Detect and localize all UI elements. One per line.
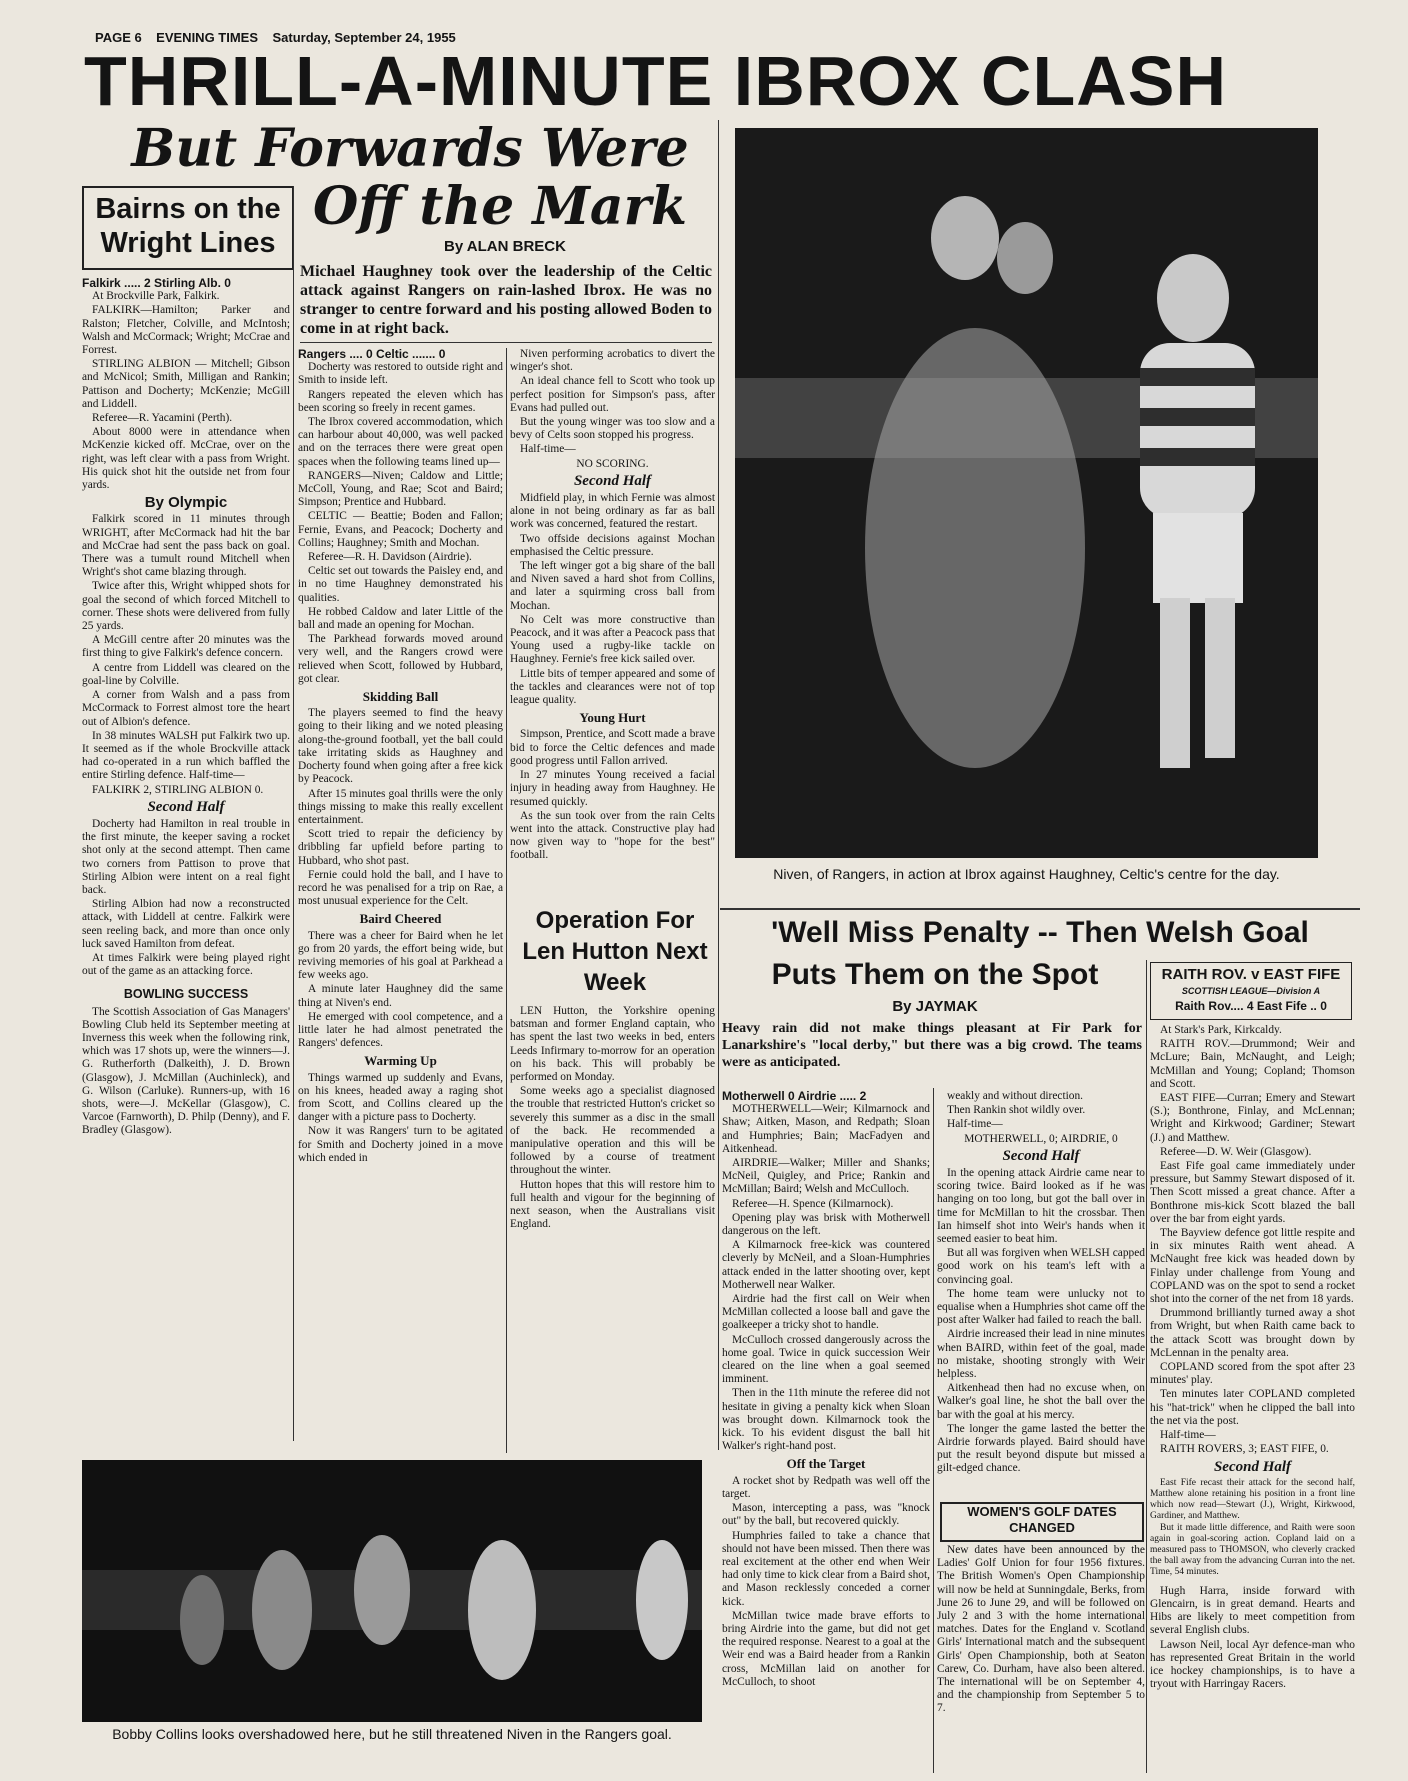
page-number: PAGE 6 (95, 30, 142, 45)
welsh-column-1 (722, 1090, 930, 1770)
bairns-para: A centre from Liddell was cleared on the goal-line by Colville. (82, 661, 290, 687)
welsh-para: A rocket shot by Redpath was well off the target. (722, 1474, 930, 1500)
welsh-para: The home team were unlucky not to equalise when a Humphries shot came off the post after Walker had failed to reach the ball. (937, 1287, 1145, 1327)
bowling-head: BOWLING SUCCESS (123, 987, 249, 1002)
main-column-1 (298, 348, 503, 1168)
golf-column (937, 1544, 1145, 1774)
divider (720, 908, 1360, 910)
welsh-para: AIRDRIE—Walker; Miller and Shanks; McNeil, Quigley, and Price; Rankin and McMillan; Baird; Welsh and McCulloch. (722, 1157, 930, 1196)
hutton-para: LEN Hutton, the Yorkshire opening batsman and former England captain, who has spent the last two weeks in bed, enters Leeds Infirmary to-morrow for an operation on his back. This will probably be performed on Monday. (510, 1005, 715, 1084)
welsh-para: McCulloch crossed dangerously across the home goal. Twice in quick succession Weir cleared on the line when a goal seemed imminent. (722, 1333, 930, 1386)
raith-second-half-head: Second Half (1213, 1458, 1292, 1475)
main-headline: THRILL-A-MINUTE IBROX CLASH (84, 46, 1228, 118)
main-column-2 (510, 348, 715, 896)
raith-para: Hugh Harra, inside forward with Glencairn, is in great demand. Hearts and Hibs are likely to meet competition from several English clubs. (1150, 1584, 1355, 1637)
warming-head: Warming Up (364, 1053, 437, 1069)
raith-para: At Stark's Park, Kirkcaldy. (1160, 1024, 1282, 1036)
main-para: The left winger got a big share of the ball and Niven saved a hard shot from Collins, and later a squirming cross ball from Mochan. (510, 560, 715, 612)
main-para: Two offside decisions against Mochan emphasised the Celtic pressure. (510, 532, 715, 558)
raith-para: COPLAND scored from the spot after 23 minutes' play. (1150, 1361, 1355, 1387)
golf-text: New dates have been announced by the Ladies' Golf Union for four 1956 fixtures. The British Women's Open Championship will now be held at Sunningdale, Berks, from June 26 to June 29, and will be followed on July 2 and 3 with the home international matches. Dates for the England v. Scotland Girls' International match and the subsequent Girls' Open Championship, both at Seaton Carew, Co. Durham, have also been altered. The international will be on September 4, and the championship from September 5 to 7. (937, 1544, 1145, 1715)
raith-column (1150, 1024, 1355, 1774)
main-para: Niven performing acrobatics to divert the winger's shot. (510, 348, 715, 374)
bairns-column (82, 277, 290, 1452)
raith-headline-box (1150, 962, 1352, 1020)
subheadline-line-1: But Forwards Were (131, 120, 689, 179)
golf-headline-box (940, 1502, 1144, 1542)
bairns-score: Falkirk ..... 2 Stirling Alb. 0 (82, 277, 231, 290)
photo-collins (82, 1460, 702, 1722)
bairns-para: In 38 minutes WALSH put Falkirk two up. It seemed as if the whole Brockville attack had co-operated in a run which baffled the entire Stirling defence. Half-time— (82, 729, 290, 782)
main-para: CELTIC — Beattie; Boden and Fallon; Fernie, Evans, and Peacock; Docherty and Collins; Haughney; Smith and Mochan. (298, 510, 503, 549)
main-para: Things warmed up suddenly and Evans, on his knees, headed away a raging shot from Scott, and Collins cleared up the danger with a picture pass to Docherty. (298, 1071, 503, 1124)
welsh-para: But all was forgiven when WELSH capped good work on his team's left with a convincing goal. (937, 1247, 1145, 1286)
main-score: Rangers .... 0 Celtic ....... 0 (298, 348, 446, 361)
welsh-headline-2: Puts Them on the Spot (771, 958, 1099, 991)
welsh-para: Then in the 11th minute the referee did not hesitate in giving a penalty kick when Sloan was brought down. Kilmarnock took the kick. To his evident disgust the ball hit Walker's right-hand post. (722, 1387, 930, 1453)
main-para: No Celt was more constructive than Peacock, and it was after a Peacock pass that Young used a rugby-like tackle on Haughney. Fernie's free kick sailed over. (510, 613, 715, 666)
bairns-headline-2: Wright Lines (100, 227, 276, 259)
main-para: He emerged with cool competence, and a little later he had almost penetrated the Rangers' defences. (298, 1010, 503, 1050)
column-rule (293, 186, 294, 1441)
bairns-para: A McGill centre after 20 minutes was the first thing to give Falkirk's defence concern. (82, 634, 290, 660)
welsh-para: MOTHERWELL, 0; AIRDRIE, 0 (964, 1132, 1118, 1145)
main-para: Midfield play, in which Fernie was almost alone in not being ordinary as far as ball work was concerned, featured the restart. (510, 492, 715, 531)
bairns-para: Stirling Albion had now a reconstructed attack, with Liddell at centre. Falkirk were seen reeling back, and more than once only luck saved Hamilton from defeat. (82, 898, 290, 950)
masthead (95, 30, 515, 45)
main-para: NO SCORING. (576, 457, 649, 470)
photo-bottom-caption: Bobby Collins looks overshadowed here, but he still threatened Niven in the Rangers goal. (112, 1726, 672, 1742)
main-para: The Parkhead forwards moved around very well, and the Rangers crowd were relieved when Scott, followed by Hubbard, got clear. (298, 633, 503, 685)
bairns-para: Falkirk scored in 11 minutes through WRIGHT, after McCormack had hit the bar and McCrae had sent the pass back on goal. There was a tumult round Mitchell when Wright's shot came blazing through. (82, 513, 290, 579)
main-para: Fernie could hold the ball, and I have to record he was penalised for a trip on Rae, a most unusual experience for the Celt. (298, 868, 503, 908)
raith-head: RAITH ROV. v EAST FIFE (1161, 966, 1341, 983)
welsh-para: Airdrie increased their lead in nine minutes when BAIRD, within feet of the goal, made no mistake, shooting strongly with Weir helpless. (937, 1328, 1145, 1381)
hutton-para: Hutton hopes that this will restore him to full health and vigour for the beginning of next season, when the Australians visit England. (510, 1178, 715, 1231)
main-para: As the sun took over from the rain Celts went into the attack. Constructive play had now given way to "hope for the best" football. (510, 809, 715, 862)
bairns-para: At times Falkirk were being played right out of the game as an attacking force. (82, 951, 290, 978)
main-para: The Ibrox covered accommodation, which can harbour about 40,000, was well packed and on the terraces there were great open spaces when the following teams lined up— (298, 416, 503, 468)
main-para: The players seemed to find the heavy going to their liking and we noted pleasing along-the-ground football, yet the ball could take irritating skids as Haughney and Docherty found when going after a free kick by Peacock. (298, 707, 503, 786)
main-intro: Michael Haughney took over the leadership of the Celtic attack against Rangers on rain-lashed Ibrox. He was no stranger to centre forward and his posting allowed Boden to come in at right back. (300, 263, 712, 337)
welsh-para: Referee—H. Spence (Kilmarnock). (732, 1197, 894, 1210)
raith-para: East Fife goal came immediately under pressure, but Sammy Stewart disposed of it. Then Scott missed a great chance. After a Bonthrone mis-kick Scott blazed the ball over the bar from eight yards. (1150, 1160, 1355, 1225)
raith-para: Lawson Neil, local Ayr defence-man who has represented Great Britain in the world ice hockey championships, is to have a tryout with Harringay Racers. (1150, 1638, 1355, 1691)
bairns-para: Twice after this, Wright whipped shots for goal the second of which forced Mitchell to corner. These shots were delivered from fully 25 yards. (82, 580, 290, 633)
raith-para: Drummond brilliantly turned away a shot from Wright, but when Raith came back to the attack Scott was brought down by McLennan in the penalty area. (1150, 1307, 1355, 1359)
welsh-para: weakly and without direction. (947, 1090, 1084, 1102)
raith-para: Half-time— (1160, 1429, 1216, 1442)
bairns-para: Referee—R. Yacamini (Perth). (92, 412, 233, 425)
bairns-second-half-head: Second Half (147, 798, 225, 815)
main-para: There was a cheer for Baird when he let go from 20 yards, the effort being wide, but reviving memories of his goal at Parkhead a few weeks ago. (298, 929, 503, 982)
bairns-para: About 8000 were in attendance when McKenzie kicked off. McCrae, over on the right, was left clear with a pass from Wright. His quick shot hit the outside net from four yards. (82, 426, 290, 492)
bairns-para: A corner from Walsh and a pass from McCormack to Forrest almost tore the heart out of Albion's defence. (82, 689, 290, 728)
photo-niven-haughney (735, 128, 1318, 858)
welsh-para: A Kilmarnock free-kick was countered cleverly by McNeil, and a Sloan-Humphries attack ended in the latter shooting over, kept Motherwell near Walker. (722, 1239, 930, 1291)
welsh-para: Mason, intercepting a pass, was "knock out" by the ball, but recovered quickly. (722, 1502, 930, 1528)
raith-para: EAST FIFE—Curran; Emery and Stewart (S.); Bonthrone, Finlay, and McLennan; Wright and Kirkwood; Gardiner; Stewart (J.) and Matthew. (1150, 1092, 1355, 1144)
main-para: Now it was Rangers' turn to be agitated for Smith and Docherty joined in a move which ended in (298, 1125, 503, 1164)
photo-top-caption: Niven, of Rangers, in action at Ibrox against Haughney, Celtic's centre for the day. (773, 866, 1280, 882)
welsh-byline: By JAYMAK (892, 998, 978, 1015)
raith-score: Raith Rov.... 4 East Fife .. 0 (1175, 999, 1327, 1013)
target-head: Off the Target (786, 1456, 866, 1472)
welsh-para: Half-time— (947, 1118, 1003, 1131)
raith-para: RAITH ROVERS, 3; EAST FIFE, 0. (1160, 1443, 1329, 1456)
main-para: Docherty was restored to outside right and Smith to inside left. (298, 361, 503, 387)
welsh-second-half-head: Second Half (1002, 1147, 1080, 1164)
subheadline-line-2: Off the Mark (312, 178, 688, 237)
raith-para: RAITH ROV.—Drummond; Weir and McLure; Bain, McNaught, and Leigh; McMillan and Young; Copland; Thomson and Scott. (1150, 1038, 1355, 1090)
raith-para: East Fife recast their attack for the second half, Matthew alone retaining his position in a front line which now read—Stewart (J.), Wright, Kirkwood, Gardiner, and Matthew. (1150, 1477, 1355, 1521)
welsh-para: Airdrie had the first call on Weir when McMillan collected a loose ball and gave the goalkeeper a tricky shot to handle. (722, 1293, 930, 1332)
issue-date: Saturday, September 24, 1955 (272, 30, 456, 45)
paper-name: EVENING TIMES (156, 30, 259, 45)
bowling-text: The Scottish Association of Gas Managers' Bowling Club held its September meeting at Inverness this week when the following rink, which was 17 shots up, were the winners—J. G. Rutherforth (Dalkeith), J. D. Brown (Glasgow), J. McMillan (Auchinleck), and G. Wilson (Carluke). Runners-up, with 16 shots, were—J. McKellar (Glasgow), C. Varcoe (Farnworth), D. Philp (Denny), and F. Bradley (Glasgow). (82, 1005, 290, 1137)
young-head: Young Hurt (579, 710, 646, 726)
column-rule (718, 120, 719, 1450)
bairns-headline-box (82, 186, 294, 270)
raith-para: The Bayview defence got little respite and in six minutes Raith went ahead. A McNaught free kick was headed down by Finlay under challenge from Young and COPLAND was on the spot to send a rocket shot into the corner of the net from 18 yards. (1150, 1227, 1355, 1306)
welsh-intro: Heavy rain did not make things pleasant at Fir Park for Lanarkshire's "local derby," but there was a big crowd. The teams were as anticipated. (722, 1021, 1142, 1070)
hutton-para: Some weeks ago a specialist diagnosed the trouble that restricted Hutton's cricket so severely this summer as a disc in the small of the back. He recommended a manipulative operation and this will be followed by a course of treatment throughout the winter. (510, 1085, 715, 1177)
main-para: Celtic set out towards the Paisley end, and in no time Haughney demonstrated his qualities. (298, 565, 503, 604)
raith-para: Ten minutes later COPLAND completed his "hat-trick" when he clipped the ball into the net via the post. (1150, 1388, 1355, 1427)
main-para: Scott tried to repair the deficiency by dribbling far upfield before parting to Hubbard, who shot past. (298, 828, 503, 867)
welsh-column-2 (937, 1090, 1145, 1490)
bairns-byline: By Olympic (144, 494, 228, 512)
main-para: Simpson, Prentice, and Scott made a brave bid to force the Celtic defences and made good progress until Fallon arrived. (510, 728, 715, 767)
welsh-para: Aitkenhead then had no excuse when, on Walker's goal line, he shot the ball over the bar with the goal at his mercy. (937, 1382, 1145, 1421)
bairns-para: FALKIRK—Hamilton; Parker and Ralston; Fletcher, Colville, and McIntosh; Walsh and McCormack; Wright; McCrae and Forrest. (82, 304, 290, 357)
main-para: Little bits of temper appeared and some of the tackles and clearances were not of top league quality. (510, 667, 715, 707)
main-para: But the young winger was too slow and a bevy of Celts soon stopped his progress. (510, 416, 715, 442)
photo-image (82, 1460, 702, 1722)
bairns-para: STIRLING ALBION — Mitchell; Gibson and McNicol; Smith, Milligan and Rankin; Pattison and Docherty; McKenzie; McGill and Liddell. (82, 358, 290, 410)
main-para: RANGERS—Niven; Caldow and Little; McColl, Young, and Rae; Scot and Baird; Simpson; Prentice and Hubbard. (298, 469, 503, 509)
main-para: A minute later Haughney did the same thing at Niven's end. (298, 983, 503, 1009)
main-para: After 15 minutes goal thrills were the only things missing to make this really excellent entertainment. (298, 787, 503, 826)
welsh-para: Opening play was brisk with Motherwell dangerous on the left. (722, 1211, 930, 1238)
raith-league: SCOTTISH LEAGUE—Division A (1181, 986, 1321, 996)
welsh-headline-1: 'Well Miss Penalty -- Then Welsh Goal (771, 916, 1309, 949)
main-para: He robbed Caldow and later Little of the ball and made an opening for Mochan. (298, 605, 503, 632)
welsh-para: The longer the game lasted the better the Airdrie forwards played. Baird should have put the result beyond dispute but missed a gilt-edged chance. (937, 1422, 1145, 1475)
welsh-score: Motherwell 0 Airdrie ..... 2 (722, 1090, 867, 1103)
baird-head: Baird Cheered (359, 911, 442, 927)
main-para: Referee—R. H. Davidson (Airdrie). (308, 551, 472, 564)
golf-head-1: WOMEN'S GOLF DATES (967, 1504, 1117, 1519)
skidding-head: Skidding Ball (362, 689, 439, 705)
bairns-para: Docherty had Hamilton in real trouble in the first minute, the keeper saving a rocket shot only at the second attempt. Then came two corners from Pattison to prove that Stirling Albion were intent on a real fight back. (82, 817, 290, 896)
welsh-para: Then Rankin shot wildly over. (947, 1104, 1086, 1117)
welsh-para: Humphries failed to take a chance that should not have been missed. Then there was real excitement at the other end when Weir had only time to kick clear from a Baird shot, and Mason recklessly conceded a corner kick. (722, 1529, 930, 1608)
main-para: In 27 minutes Young received a facial injury in heading away from Haughney. He resumed quickly. (510, 769, 715, 808)
bairns-para: FALKIRK 2, STIRLING ALBION 0. (92, 783, 264, 796)
hutton-headline: Operation For Len Hutton Next Week (522, 907, 708, 996)
golf-head-2: CHANGED (1009, 1520, 1075, 1535)
welsh-para: McMillan twice made brave efforts to bring Airdrie into the game, but did not get the required response. Nearest to a goal at the Weir end was a Baird header from a Rankin cross, McMillan laid on another for McCulloch, to shoot (722, 1609, 930, 1688)
bairns-para: At Brockville Park, Falkirk. (92, 290, 220, 303)
raith-para: But it made little difference, and Raith were soon again in goal-scoring action. Copland laid on a measured pass to THOMSON, who cleverly cracked the ball away from the advancing Curran into the net. Time, 54 minutes. (1150, 1522, 1355, 1577)
main-para: An ideal chance fell to Scott who took up perfect position for Simpson's pass, after Evans had pulled out. (510, 375, 715, 414)
main-second-half-head: Second Half (573, 472, 652, 489)
column-rule (933, 1088, 934, 1773)
bairns-headline-1: Bairns on the (95, 193, 281, 225)
column-rule (1146, 960, 1147, 1773)
column-rule (506, 348, 507, 1453)
main-para: Half-time— (520, 443, 576, 456)
hutton-column (510, 1005, 715, 1360)
main-para: Rangers repeated the eleven which has been scoring so freely in recent games. (298, 388, 503, 414)
welsh-para: MOTHERWELL—Weir; Kilmarnock and Shaw; Aitken, Mason, and Redpath; Sloan and Humphries; Bain; MacFadyen and Aitkenhead. (722, 1103, 930, 1155)
welsh-para: In the opening attack Airdrie came near to scoring twice. Baird looked as if he was hanging on too long, but got the ball over in time for McMillan to hit the crossbar. Then Ian himself shot into Weir's hands when it seemed easier to beat him. (937, 1167, 1145, 1246)
raith-para: Referee—D. W. Weir (Glasgow). (1160, 1145, 1312, 1158)
divider (300, 342, 712, 343)
photo-image (735, 128, 1318, 858)
main-byline: By ALAN BRECK (444, 238, 566, 255)
